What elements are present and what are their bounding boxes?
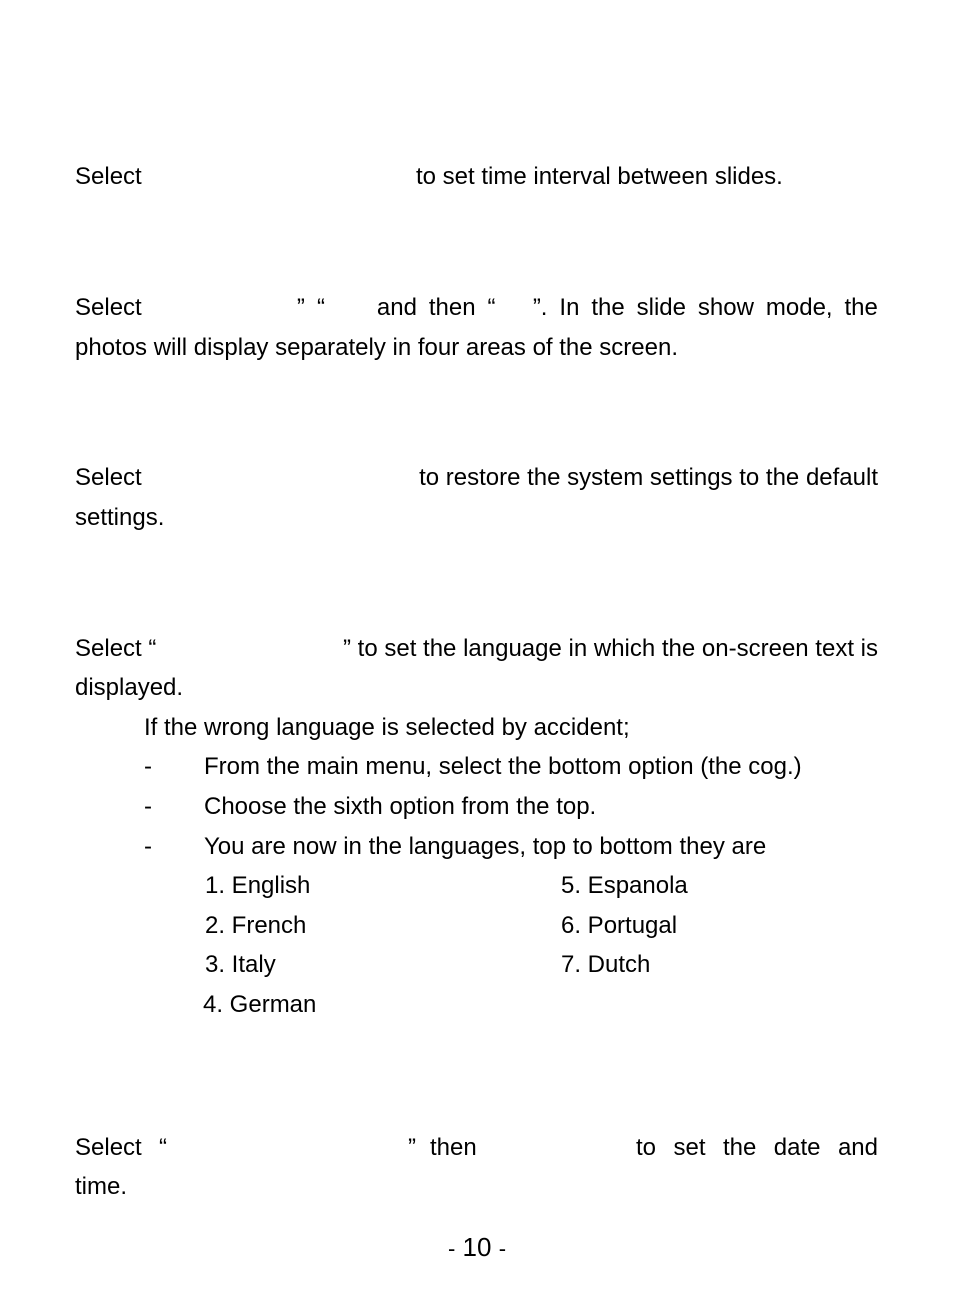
- word: mode,: [765, 294, 833, 321]
- word: ”: [408, 1134, 416, 1161]
- word: “: [159, 1134, 167, 1161]
- word: ”: [296, 294, 305, 321]
- word: ”.: [532, 294, 548, 321]
- word: the: [591, 294, 625, 321]
- word: and: [376, 294, 417, 321]
- word: “: [317, 294, 325, 321]
- word: slide: [636, 294, 686, 321]
- language-item: 7. Dutch: [561, 951, 651, 978]
- page-number-dash: -: [498, 1236, 507, 1261]
- language-item: 5. Espanola: [561, 872, 688, 899]
- word: In: [559, 294, 580, 321]
- step-text: You are now in the languages, top to bottom they are: [204, 833, 767, 860]
- word: date: [773, 1134, 821, 1161]
- language-line-2: displayed.: [75, 674, 184, 701]
- word: then: [428, 294, 476, 321]
- default-setting-description: to restore the system settings to the default: [419, 464, 878, 491]
- word: the: [722, 1134, 757, 1161]
- word: and: [837, 1134, 878, 1161]
- date-time-line-2: time.: [75, 1173, 128, 1200]
- page-number-dash: -: [447, 1236, 456, 1261]
- step-dash: -: [144, 793, 152, 820]
- step-text: Choose the sixth option from the top.: [204, 793, 597, 820]
- step-dash: -: [144, 833, 152, 860]
- page-number: [0, 1233, 954, 1263]
- word: to: [636, 1134, 657, 1161]
- language-select: Select “: [75, 635, 157, 662]
- default-setting-line-2: settings.: [75, 504, 165, 531]
- page-number-value: 10: [462, 1232, 492, 1262]
- slide-interval-select: Select: [75, 163, 142, 190]
- language-item: 3. Italy: [205, 951, 276, 978]
- date-time-select: Select: [75, 1134, 142, 1161]
- default-setting-select: Select: [75, 464, 142, 491]
- language-item: 4. German: [203, 991, 317, 1018]
- language-item: 1. English: [205, 872, 311, 899]
- language-item: 6. Portugal: [561, 912, 678, 939]
- word: the: [844, 294, 878, 321]
- language-item: 2. French: [205, 912, 307, 939]
- slide-interval-description: to set time interval between slides.: [416, 163, 783, 190]
- multi-display-line-2: photos will display separately in four areas of the screen.: [75, 334, 678, 361]
- word: set: [673, 1134, 706, 1161]
- word: “: [487, 294, 496, 321]
- step-text: From the main menu, select the bottom option (the cog.): [204, 753, 802, 780]
- word: show: [697, 294, 754, 321]
- language-description: ” to set the language in which the on-screen text is: [343, 635, 878, 662]
- language-note: If the wrong language is selected by accident;: [144, 714, 630, 741]
- word: then: [430, 1134, 477, 1161]
- word: Select: [75, 294, 142, 321]
- step-dash: -: [144, 753, 152, 780]
- multi-display-line-1: [75, 294, 878, 322]
- date-time-tail: [636, 1134, 878, 1162]
